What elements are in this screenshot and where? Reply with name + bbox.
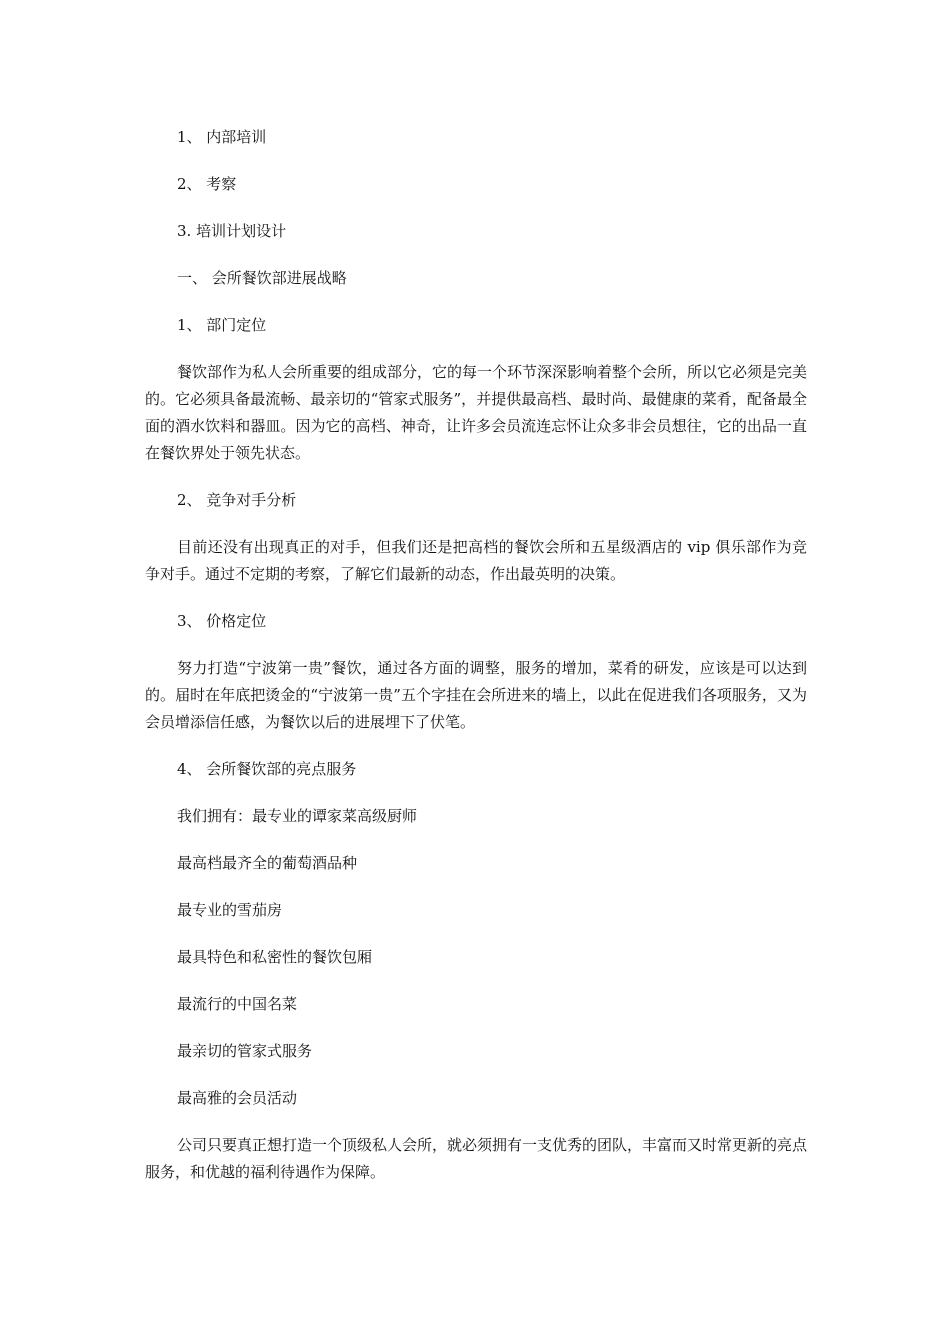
heading-highlight-services: 4、 会所餐饮部的亮点服务 bbox=[177, 760, 357, 778]
list-item-wine: 最高档最齐全的葡萄酒品种 bbox=[177, 854, 358, 872]
list-item-butler-service: 最亲切的管家式服务 bbox=[177, 1042, 313, 1060]
list-item-famous-dishes: 最流行的中国名菜 bbox=[177, 995, 298, 1013]
document-page bbox=[145, 124, 807, 1206]
heading-department-positioning: 1、 部门定位 bbox=[177, 316, 267, 334]
section-heading-strategy: 一、 会所餐饮部进展战略 bbox=[177, 269, 347, 287]
paragraph-price-positioning: 努力打造“宁波第一贵”餐饮，通过各方面的调整，服务的增加，菜肴的研发，应该是可以达到的。届时在年底把烫金的“宁波第一贵”五个字挂在会所进来的墙上，以此在促进我们各项服务，又为会员增添信任感，为餐饮以后的进展埋下了伏笔。 bbox=[145, 659, 807, 731]
list-item-cigar-room: 最专业的雪茄房 bbox=[177, 901, 283, 919]
paragraph-conclusion: 公司只要真正想打造一个顶级私人会所，就必须拥有一支优秀的团队，丰富而又时常更新的亮点服务，和优越的福利待遇作为保障。 bbox=[145, 1136, 808, 1181]
paragraph-department-positioning: 餐饮部作为私人会所重要的组成部分，它的每一个环节深深影响着整个会所，所以它必须是完美的。它必须具备最流畅、最亲切的“管家式服务”，并提供最高档、最时尚、最健康的菜肴，配备最全面的酒水饮料和器皿。因为它的高档、神奇，让许多会员流连忘怀让众多非会员想往，它的出品一直在餐饮界处于领先状态。 bbox=[145, 363, 808, 462]
list-item-private-rooms: 最具特色和私密性的餐饮包厢 bbox=[177, 948, 373, 966]
list-item-member-activities: 最高雅的会员活动 bbox=[177, 1089, 298, 1107]
heading-training-plan: 3. 培训计划设计 bbox=[177, 222, 287, 240]
heading-price-positioning: 3、 价格定位 bbox=[177, 612, 267, 630]
heading-inspection: 2、 考察 bbox=[177, 175, 237, 193]
heading-internal-training: 1、 内部培训 bbox=[177, 128, 267, 146]
heading-competitor-analysis: 2、 竞争对手分析 bbox=[177, 491, 297, 509]
paragraph-competitor-analysis: 目前还没有出现真正的对手，但我们还是把高档的餐饮会所和五星级酒店的 vip 俱乐部作为竞争对手。通过不定期的考察，了解它们最新的动态，作出最英明的决策。 bbox=[145, 538, 807, 583]
list-item-chef: 我们拥有：最专业的谭家菜高级厨师 bbox=[177, 807, 418, 825]
